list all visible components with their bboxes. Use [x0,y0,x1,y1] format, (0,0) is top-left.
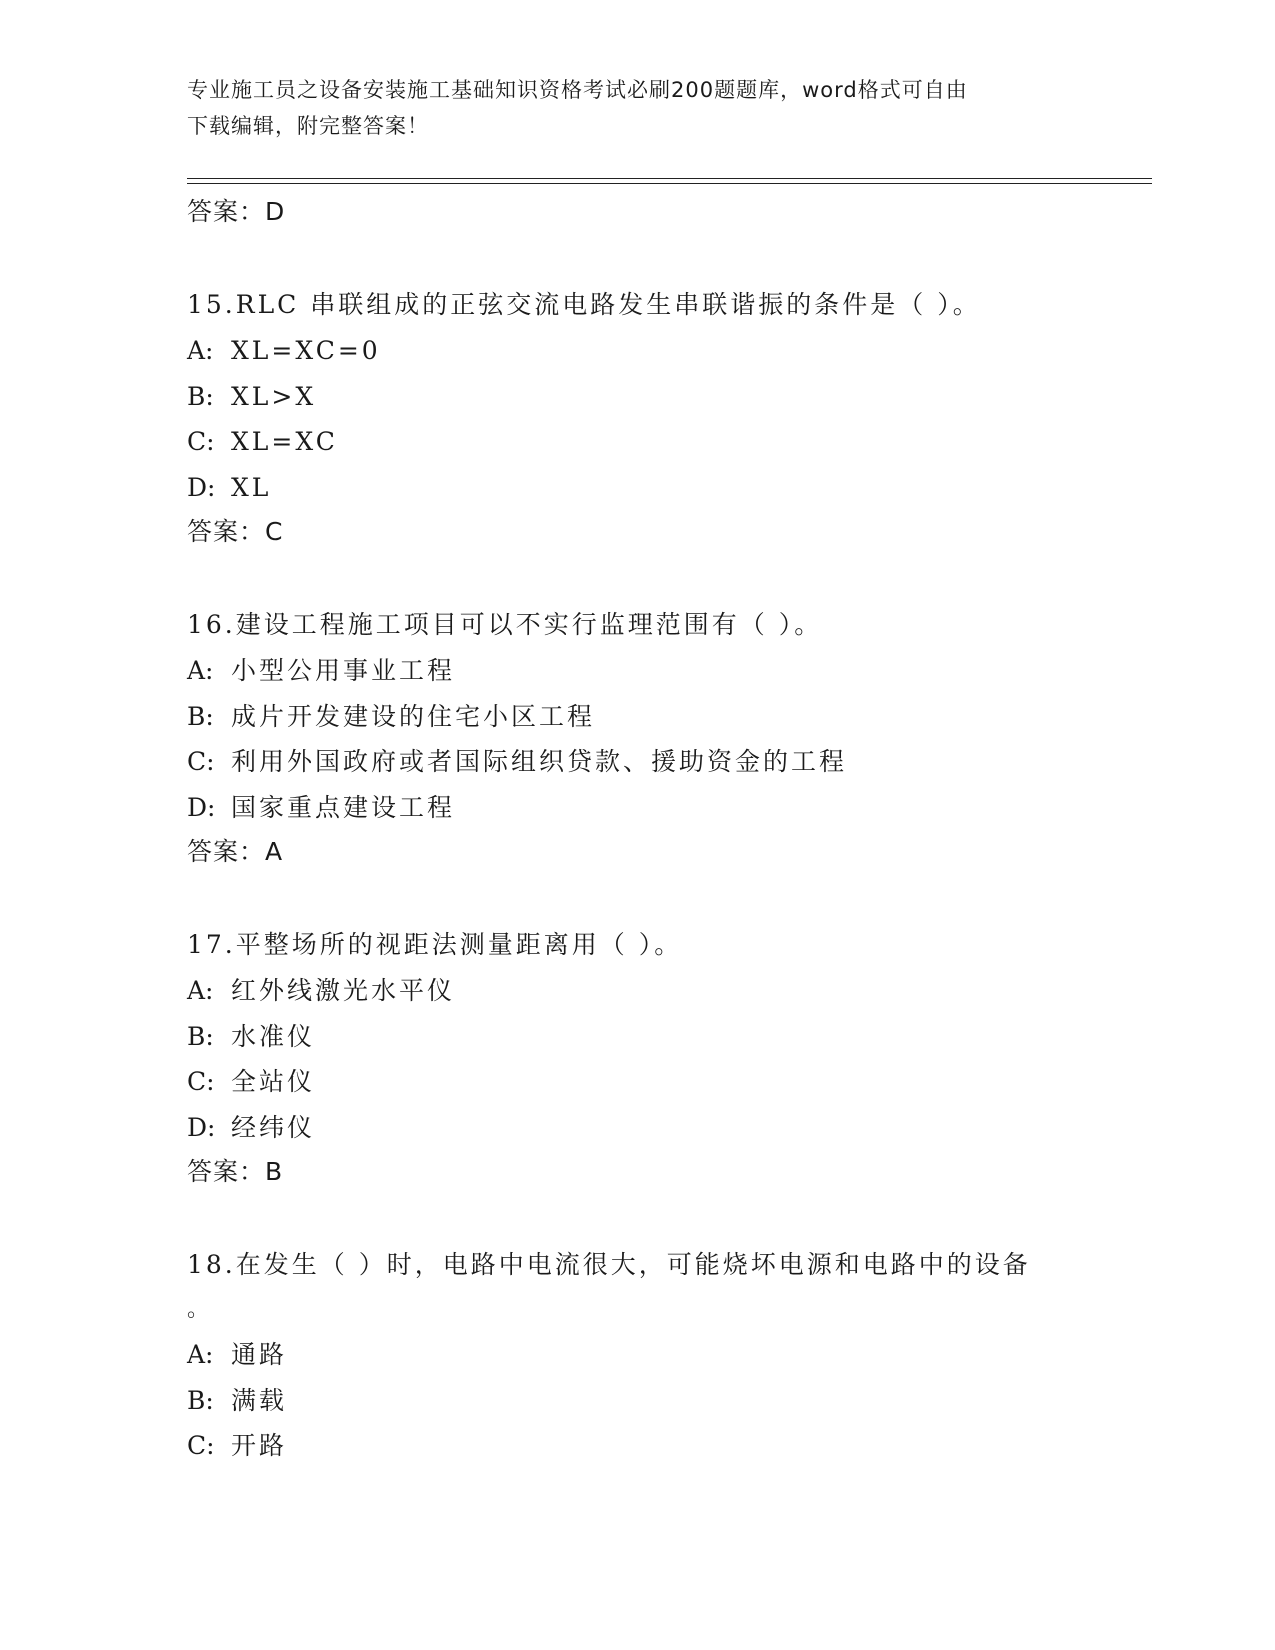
option-b [187,1378,1152,1424]
document-header [187,72,1087,144]
option-text: 水准仪 [231,1021,316,1051]
option-key: C: [187,1431,215,1460]
option-b [187,1014,1152,1060]
option-text: 成片开发建设的住宅小区工程 [231,701,596,731]
option-key: B: [187,701,214,731]
option-key: D: [187,792,216,822]
option-key: A: [187,976,214,1005]
option-key: B: [187,381,214,411]
option-b [187,694,1152,740]
option-text: 经纬仪 [231,1112,316,1142]
option-key: C: [187,427,215,456]
option-text: 满载 [231,1385,288,1415]
option-text: XL=XC=0 [231,336,381,365]
option-key: A: [187,656,214,685]
answer-line: 答案：C [187,517,284,546]
option-text: XL [231,472,272,502]
option-d [187,465,1152,511]
option-key: C: [187,747,215,776]
option-c [187,1059,1152,1105]
option-c [187,739,1152,785]
option-text: 开路 [231,1431,288,1460]
option-key: B: [187,1021,214,1051]
option-text: 利用外国政府或者国际组织贷款、援助资金的工程 [231,747,848,776]
option-c [187,1423,1152,1469]
header-divider-bottom [187,183,1152,184]
option-text: 全站仪 [231,1067,316,1096]
header-line-1: 专业施工员之设备安装施工基础知识资格考试必刷200题题库，word格式可自由 [187,78,968,102]
question-stem: 18.在发生（ ）时，电路中电流很大，可能烧坏电源和电路中的设备 [187,1250,1031,1279]
option-a [187,648,1152,694]
question-list [187,190,1152,1469]
question-stem-tail: 。 [187,1297,210,1322]
answer-line: 答案：A [187,837,284,866]
answer-line: 答案：D [187,197,286,226]
header-line-2: 下载编辑，附完整答案！ [187,114,429,138]
header-divider-top [187,178,1152,179]
option-a [187,328,1152,374]
option-text: XL>X [231,381,317,411]
option-b [187,374,1152,420]
option-a [187,968,1152,1014]
option-text: 小型公用事业工程 [231,656,456,685]
option-key: A: [187,336,214,365]
option-key: A: [187,1340,214,1369]
option-text: 国家重点建设工程 [231,792,456,822]
option-c [187,419,1152,465]
option-text: 通路 [231,1340,288,1369]
option-text: 红外线激光水平仪 [231,976,456,1005]
question-stem: 16.建设工程施工项目可以不实行监理范围有（ ）。 [187,610,823,639]
spacer [187,234,1152,282]
option-key: D: [187,472,216,502]
option-d [187,785,1152,831]
question-stem: 15.RLC 串联组成的正弦交流电路发生串联谐振的条件是（ ）。 [187,290,981,319]
question-stem: 17.平整场所的视距法测量距离用（ ）。 [187,930,683,959]
option-key: C: [187,1067,215,1096]
option-key: D: [187,1112,216,1142]
option-key: B: [187,1385,214,1415]
answer-line: 答案：B [187,1157,284,1186]
option-d [187,1105,1152,1151]
option-text: XL=XC [231,427,338,456]
option-a [187,1332,1152,1378]
spacer [187,1194,1152,1242]
spacer [187,874,1152,922]
spacer [187,554,1152,602]
